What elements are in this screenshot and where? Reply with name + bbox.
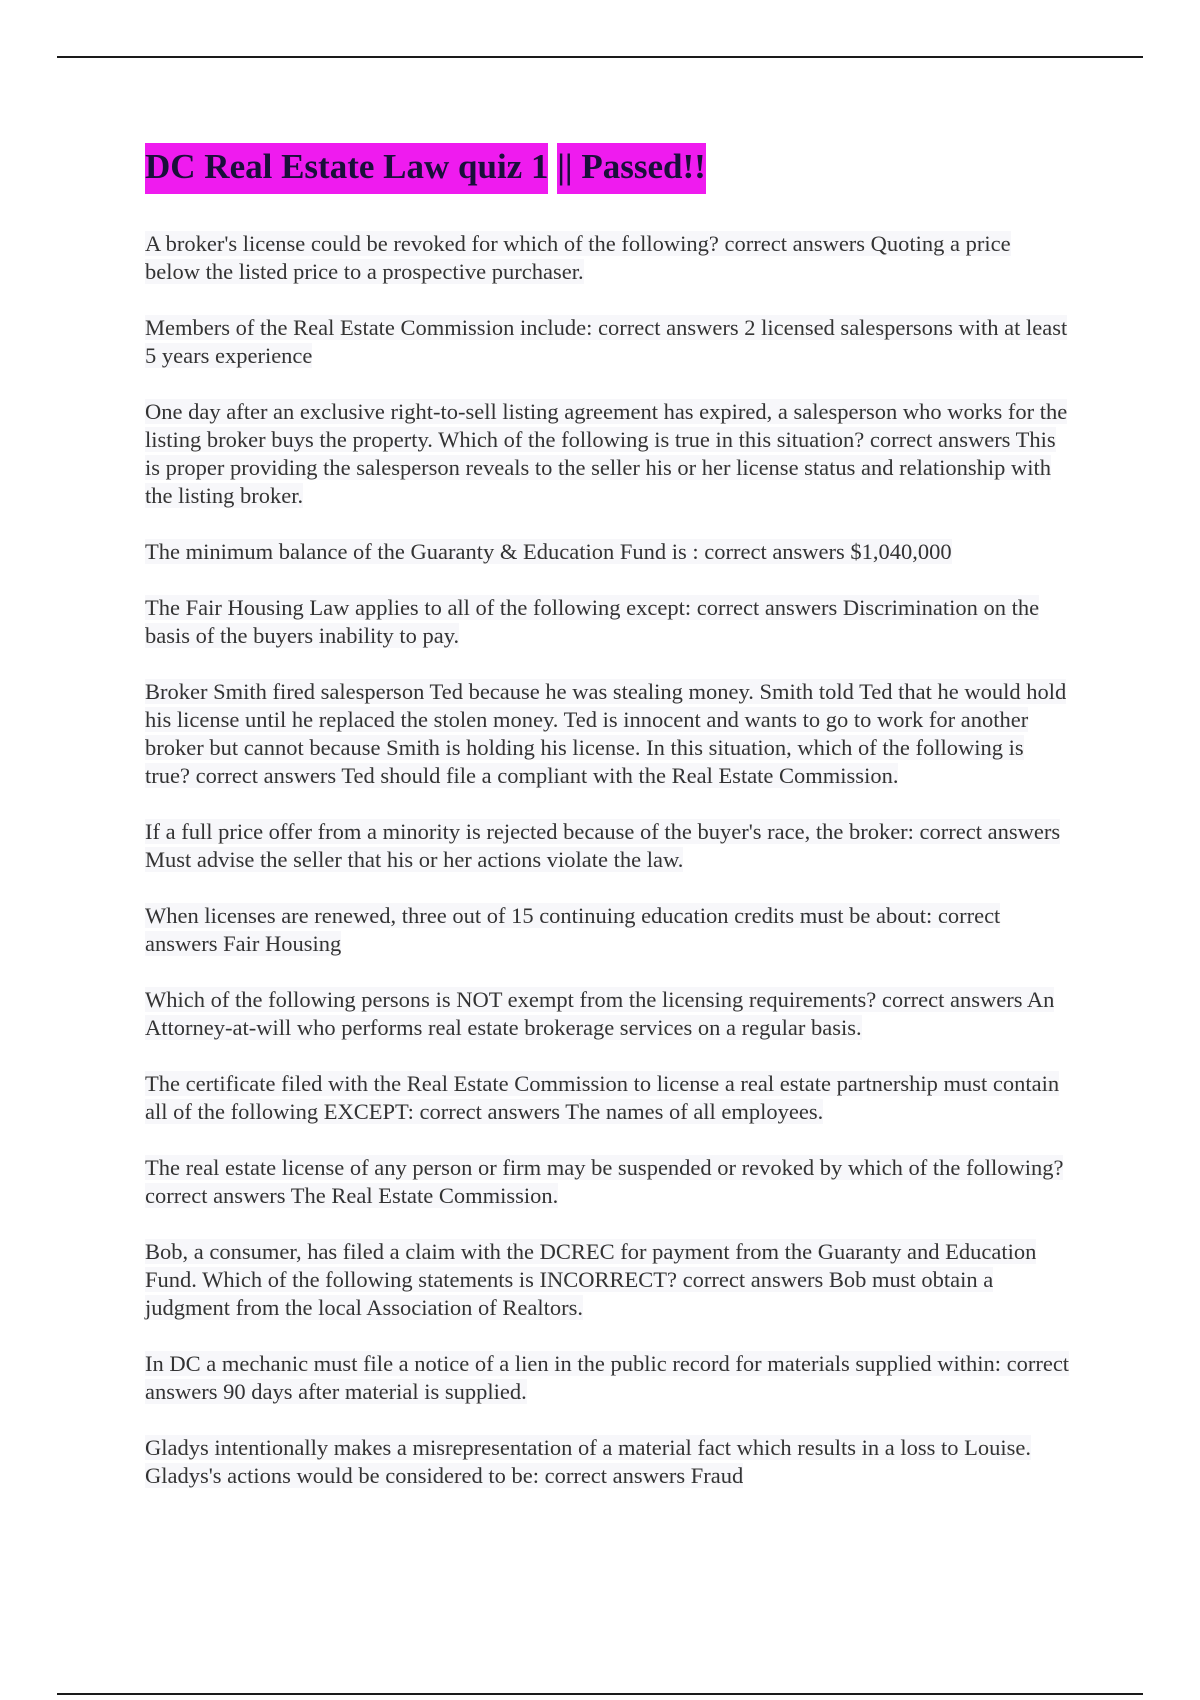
document-page bbox=[145, 140, 1070, 1518]
top-rule bbox=[57, 56, 1143, 58]
qa-item: The real estate license of any person or firm may be suspended or revoked by which of the following? correct answers The Real Estate Commission. bbox=[145, 1155, 1064, 1208]
title-highlight-2: || Passed!! bbox=[557, 143, 706, 194]
qa-item: Which of the following persons is NOT exempt from the licensing requirements? correct answers An Attorney-at-will who performs real estate brokerage services on a regular basis. bbox=[145, 987, 1055, 1040]
bottom-rule bbox=[57, 1693, 1143, 1695]
qa-item: Bob, a consumer, has filed a claim with the DCREC for payment from the Guaranty and Education Fund. Which of the following statements is INCORRECT? correct answers Bob must obtain a judgment from the local Association of Realtors. bbox=[145, 1239, 1037, 1320]
qa-item: The Fair Housing Law applies to all of the following except: correct answers Discrimination on the basis of the buyers inability to pay. bbox=[145, 595, 1040, 648]
qa-item: Broker Smith fired salesperson Ted because he was stealing money. Smith told Ted that he would hold his license until he replaced the stolen money. Ted is innocent and wants to go to work for another broker but cannot because Smith is holding his license. In this situation, which of the following is true? correct answers Ted should file a compliant with the Real Estate Commission. bbox=[145, 679, 1067, 788]
title-highlight-1: DC Real Estate Law quiz 1 bbox=[145, 143, 548, 194]
qa-item: Gladys intentionally makes a misrepresentation of a material fact which results in a loss to Louise. Gladys's actions would be considered to be: correct answers Fraud bbox=[145, 1435, 1032, 1488]
qa-item: One day after an exclusive right-to-sell listing agreement has expired, a salesperson who works for the listing broker buys the property. Which of the following is true in this situation? correct answers This is proper providing the salesperson reveals to the seller his or her license status and relationship with the listing broker. bbox=[145, 399, 1068, 508]
document-title bbox=[145, 140, 1070, 194]
qa-item: The minimum balance of the Guaranty & Education Fund is : correct answers $1,040,000 bbox=[145, 539, 952, 564]
qa-item: When licenses are renewed, three out of 15 continuing education credits must be about: correct answers Fair Housing bbox=[145, 903, 1001, 956]
qa-item: In DC a mechanic must file a notice of a lien in the public record for materials supplied within: correct answers 90 days after material is supplied. bbox=[145, 1351, 1070, 1404]
qa-item: Members of the Real Estate Commission include: correct answers 2 licensed salespersons with at least 5 years experience bbox=[145, 315, 1068, 368]
qa-item: A broker's license could be revoked for which of the following? correct answers Quoting a price below the listed price to a prospective purchaser. bbox=[145, 231, 1011, 284]
qa-item: If a full price offer from a minority is rejected because of the buyer's race, the broker: correct answers Must advise the seller that his or her actions violate the law. bbox=[145, 819, 1061, 872]
qa-item: The certificate filed with the Real Estate Commission to license a real estate partnership must contain all of the following EXCEPT: correct answers The names of all employees. bbox=[145, 1071, 1060, 1124]
